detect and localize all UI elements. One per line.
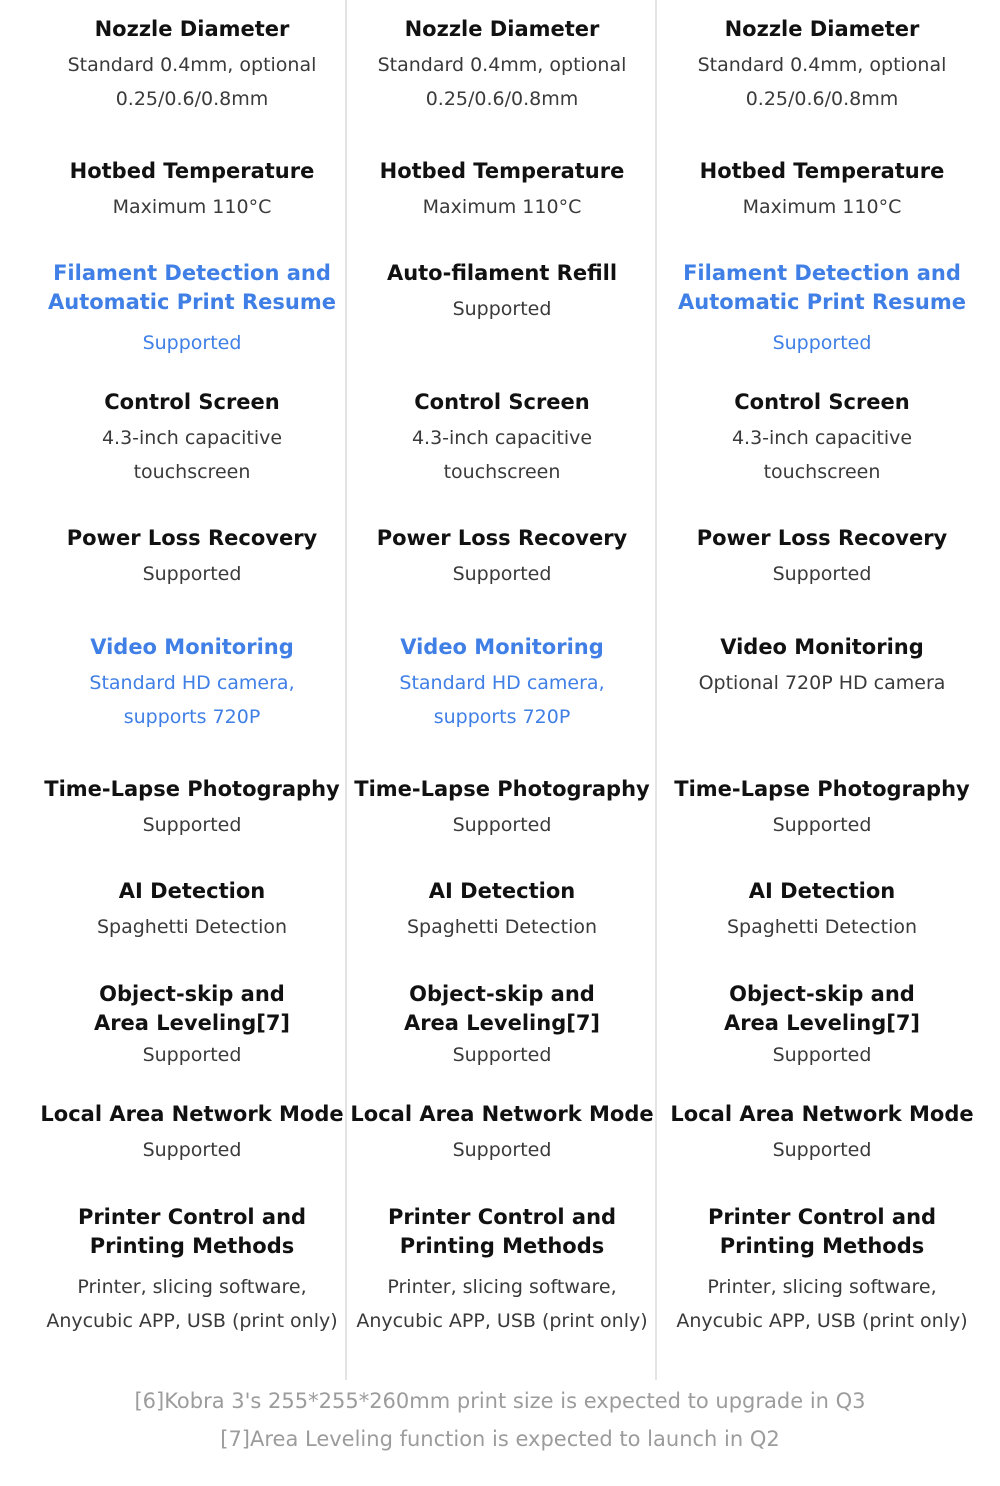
spec-value: supports 720P <box>433 706 571 728</box>
spec-control-screen <box>37 388 347 489</box>
spec-title: Object-skip and <box>729 982 915 1006</box>
spec-title: Control Screen <box>734 390 910 414</box>
spec-value: Spaghetti Detection <box>406 916 598 938</box>
spec-video-monitoring <box>347 633 657 734</box>
spec-value: Anycubic APP, USB (print only) <box>356 1310 648 1332</box>
footnote-6: [6]Kobra 3's 255*255*260mm print size is expected to upgrade in Q3 <box>134 1389 866 1413</box>
spec-ai-detection <box>657 877 987 944</box>
spec-power-loss-recovery <box>347 524 657 591</box>
spec-lan-mode <box>347 1100 657 1167</box>
spec-title: Video Monitoring <box>90 635 294 659</box>
spec-title: Area Leveling[7] <box>723 1011 921 1035</box>
footnote-7: [7]Area Leveling function is expected to launch in Q2 <box>220 1427 780 1451</box>
spec-value: Supported <box>452 1139 552 1161</box>
spec-title: Printer Control and <box>387 1205 617 1229</box>
spec-value: Maximum 110°C <box>112 196 272 218</box>
spec-title: Object-skip and <box>409 982 595 1006</box>
spec-title: Area Leveling[7] <box>93 1011 291 1035</box>
spec-value: Anycubic APP, USB (print only) <box>676 1310 968 1332</box>
spec-value: Standard 0.4mm, optional <box>377 54 627 76</box>
spec-title: Time-Lapse Photography <box>354 777 650 801</box>
spec-value: touchscreen <box>443 461 561 483</box>
spec-power-loss-recovery <box>657 524 987 591</box>
spec-filament-detection <box>37 259 347 360</box>
spec-object-skip <box>657 980 987 1072</box>
spec-title: Automatic Print Resume <box>48 290 336 314</box>
spec-value: Maximum 110°C <box>422 196 582 218</box>
spec-value: Supported <box>772 332 872 354</box>
spec-title: Area Leveling[7] <box>403 1011 601 1035</box>
spec-value: Spaghetti Detection <box>726 916 918 938</box>
spec-value: Supported <box>142 1139 242 1161</box>
spec-title: Power Loss Recovery <box>66 526 318 550</box>
spec-value: Supported <box>452 563 552 585</box>
spec-value: Supported <box>772 1139 872 1161</box>
spec-title: Printer Control and <box>77 1205 307 1229</box>
spec-value: 0.25/0.6/0.8mm <box>115 88 269 110</box>
spec-printer-control <box>657 1203 987 1338</box>
spec-nozzle-diameter <box>347 15 657 116</box>
spec-title: Hotbed Temperature <box>379 159 625 183</box>
spec-object-skip <box>37 980 347 1072</box>
spec-video-monitoring <box>37 633 347 734</box>
spec-title: Filament Detection and <box>683 261 961 285</box>
spec-nozzle-diameter <box>37 15 347 116</box>
spec-title: Nozzle Diameter <box>94 17 290 41</box>
spec-object-skip <box>347 980 657 1072</box>
spec-title: Power Loss Recovery <box>696 526 948 550</box>
spec-title: Printing Methods <box>399 1234 605 1258</box>
spec-filament-detection <box>657 259 987 360</box>
spec-value: Supported <box>142 814 242 836</box>
spec-title: Time-Lapse Photography <box>44 777 340 801</box>
spec-value: 4.3-inch capacitive <box>101 427 283 449</box>
spec-ai-detection <box>347 877 657 944</box>
spec-title: Local Area Network Mode <box>40 1102 344 1126</box>
spec-column-1 <box>37 0 347 1380</box>
spec-lan-mode <box>37 1100 347 1167</box>
spec-title: AI Detection <box>428 879 576 903</box>
spec-title: Printing Methods <box>719 1234 925 1258</box>
spec-title: Nozzle Diameter <box>724 17 920 41</box>
spec-value: Supported <box>142 563 242 585</box>
spec-value: Supported <box>452 814 552 836</box>
spec-value: Supported <box>452 1044 552 1066</box>
spec-value: Printer, slicing software, <box>387 1276 617 1298</box>
spec-nozzle-diameter <box>657 15 987 116</box>
spec-value: Standard 0.4mm, optional <box>697 54 947 76</box>
spec-column-2 <box>347 0 657 1380</box>
spec-value: Supported <box>142 1044 242 1066</box>
spec-title: Filament Detection and <box>53 261 331 285</box>
spec-title: Video Monitoring <box>400 635 604 659</box>
spec-hotbed-temperature <box>37 157 347 224</box>
spec-value: supports 720P <box>123 706 261 728</box>
spec-time-lapse <box>657 775 987 842</box>
spec-column-3 <box>657 0 987 1380</box>
spec-value: 0.25/0.6/0.8mm <box>425 88 579 110</box>
spec-value: Standard HD camera, <box>89 672 295 694</box>
spec-control-screen <box>347 388 657 489</box>
spec-value: 4.3-inch capacitive <box>731 427 913 449</box>
spec-title: Local Area Network Mode <box>350 1102 654 1126</box>
spec-value: Optional 720P HD camera <box>698 672 946 694</box>
spec-title: Control Screen <box>414 390 590 414</box>
spec-printer-control <box>347 1203 657 1338</box>
spec-video-monitoring <box>657 633 987 700</box>
spec-value: Supported <box>772 1044 872 1066</box>
spec-value: Supported <box>142 332 242 354</box>
spec-value: touchscreen <box>133 461 251 483</box>
spec-auto-filament-refill <box>347 259 657 326</box>
spec-title: AI Detection <box>118 879 266 903</box>
spec-time-lapse <box>37 775 347 842</box>
spec-value: Standard HD camera, <box>399 672 605 694</box>
spec-title: Control Screen <box>104 390 280 414</box>
spec-title: Auto-filament Refill <box>386 261 618 285</box>
spec-hotbed-temperature <box>657 157 987 224</box>
spec-value: Printer, slicing software, <box>77 1276 307 1298</box>
spec-value: Standard 0.4mm, optional <box>67 54 317 76</box>
spec-title: Printing Methods <box>89 1234 295 1258</box>
spec-ai-detection <box>37 877 347 944</box>
spec-title: Video Monitoring <box>720 635 924 659</box>
spec-title: Object-skip and <box>99 982 285 1006</box>
spec-title: Local Area Network Mode <box>670 1102 974 1126</box>
spec-title: Automatic Print Resume <box>678 290 966 314</box>
spec-value: Supported <box>772 814 872 836</box>
spec-value: 0.25/0.6/0.8mm <box>745 88 899 110</box>
spec-power-loss-recovery <box>37 524 347 591</box>
spec-title: Nozzle Diameter <box>404 17 600 41</box>
spec-value: Printer, slicing software, <box>707 1276 937 1298</box>
spec-control-screen <box>657 388 987 489</box>
spec-value: Anycubic APP, USB (print only) <box>46 1310 338 1332</box>
spec-title: Printer Control and <box>707 1205 937 1229</box>
spec-value: Spaghetti Detection <box>96 916 288 938</box>
spec-printer-control <box>37 1203 347 1338</box>
spec-title: Power Loss Recovery <box>376 526 628 550</box>
spec-hotbed-temperature <box>347 157 657 224</box>
spec-title: Hotbed Temperature <box>699 159 945 183</box>
spec-title: Hotbed Temperature <box>69 159 315 183</box>
spec-value: Supported <box>452 298 552 320</box>
spec-value: touchscreen <box>763 461 881 483</box>
spec-lan-mode <box>657 1100 987 1167</box>
spec-value: Supported <box>772 563 872 585</box>
spec-time-lapse <box>347 775 657 842</box>
spec-title: AI Detection <box>748 879 896 903</box>
spec-title: Time-Lapse Photography <box>674 777 970 801</box>
spec-value: Maximum 110°C <box>742 196 902 218</box>
spec-value: 4.3-inch capacitive <box>411 427 593 449</box>
